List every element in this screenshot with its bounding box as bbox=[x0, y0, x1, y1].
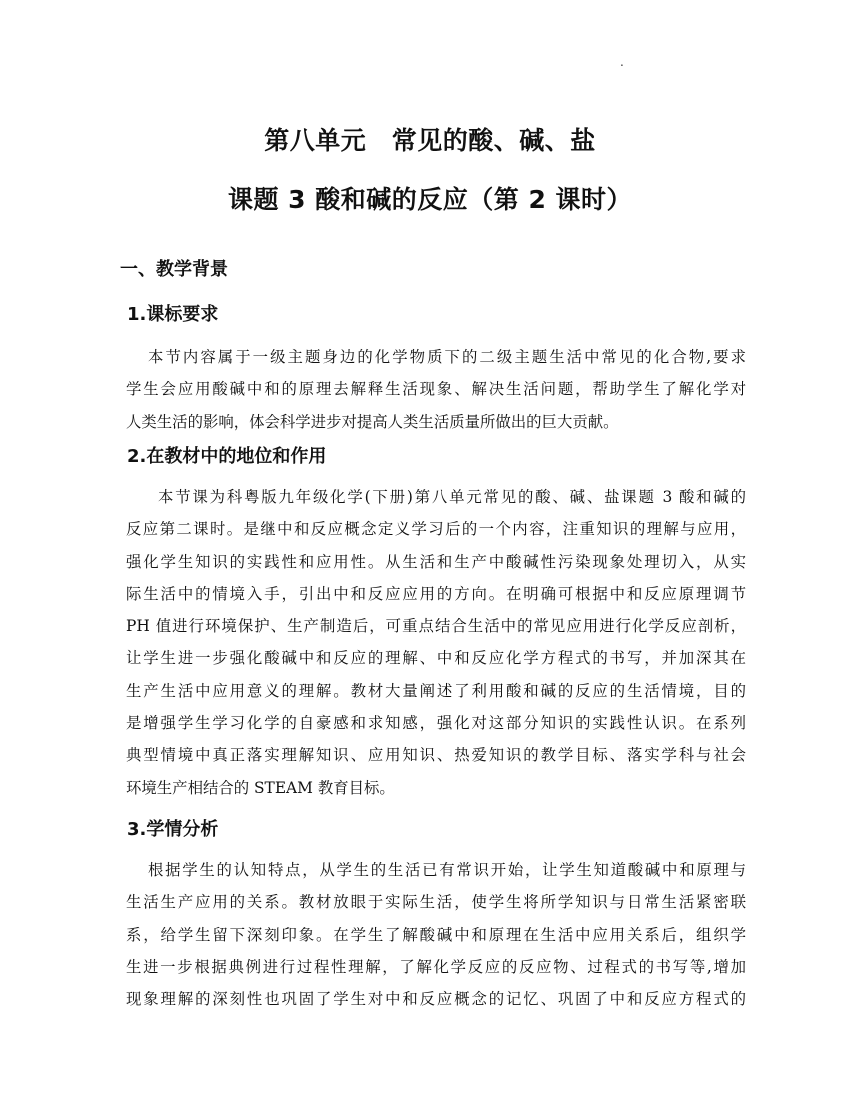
text-line: 学生会应用酸碱中和的原理去解释生活现象、解决生活问题，帮助学生了解化学对 bbox=[126, 380, 746, 399]
text-line: 现象理解的深刻性也巩固了学生对中和反应概念的记忆、巩固了中和反应方程式的 bbox=[126, 990, 746, 1009]
text-line: 生进一步根据典例进行过程性理解，了解化学反应的反应物、过程式的书写等,增加 bbox=[126, 957, 746, 976]
text-line: 是增强学生学习化学的自豪感和求知感，强化对这部分知识的实践性认识。在系列 bbox=[126, 714, 746, 733]
text-line: 本节课为科粤版九年级化学(下册)第八单元常见的酸、碱、盐课题 3 酸和碱的 bbox=[158, 488, 746, 506]
unit-title: 第八单元 常见的酸、碱、盐 bbox=[264, 126, 596, 155]
text-line: 强化学生知识的实践性和应用性。从生活和生产中酸碱性污染现象处理切入，从实 bbox=[126, 552, 746, 571]
section-heading-background: 一、教学背景 bbox=[120, 259, 228, 280]
subsection-heading-curriculum: 1.课标要求 bbox=[127, 304, 219, 325]
text-line: 让学生进一步强化酸碱中和反应的理解、中和反应化学方程式的书写，并加深其在 bbox=[126, 649, 746, 668]
text-line: 典型情境中真正落实理解知识、应用知识、热爱知识的教学目标、落实学科与社会 bbox=[126, 746, 746, 765]
header-dot: . bbox=[620, 55, 624, 69]
subsection-heading-student-analysis: 3.学情分析 bbox=[127, 819, 219, 840]
text-line: 生活生产应用的关系。教材放眼于实际生活，使学生将所学知识与日常生活紧密联 bbox=[126, 893, 746, 912]
text-line: PH 值进行环境保护、生产制造后，可重点结合生活中的常见应用进行化学反应剖析， bbox=[126, 617, 746, 636]
text-line: 反应第二课时。是继中和反应概念定义学习后的一个内容，注重知识的理解与应用， bbox=[126, 520, 746, 539]
text-line: 生产生活中应用意义的理解。教材大量阐述了利用酸和碱的反应的生活情境，目的 bbox=[126, 681, 746, 700]
subsection-heading-textbook-role: 2.在教材中的地位和作用 bbox=[127, 446, 327, 467]
text-line: 系，给学生留下深刻印象。在学生了解酸碱中和原理在生活中应用关系后，组织学 bbox=[126, 925, 746, 944]
text-line: 际生活中的情境入手，引出中和反应应用的方向。在明确可根据中和反应原理调节 bbox=[126, 584, 746, 603]
text-line: 环境生产相结合的 STEAM 教育目标。 bbox=[126, 778, 395, 797]
paragraph-curriculum bbox=[126, 341, 746, 438]
paragraph-textbook-role bbox=[126, 481, 746, 804]
lesson-title: 课题 3 酸和碱的反应（第 2 课时） bbox=[227, 185, 633, 214]
text-line: 根据学生的认知特点，从学生的生活已有常识开始，让学生知道酸碱中和原理与 bbox=[148, 861, 746, 879]
text-line: 本节内容属于一级主题身边的化学物质下的二级主题生活中常见的化合物,要求 bbox=[148, 348, 746, 366]
text-line: 人类生活的影响，体会科学进步对提高人类生活质量所做出的巨大贡献。 bbox=[126, 412, 619, 431]
paragraph-student-analysis bbox=[126, 854, 746, 1015]
